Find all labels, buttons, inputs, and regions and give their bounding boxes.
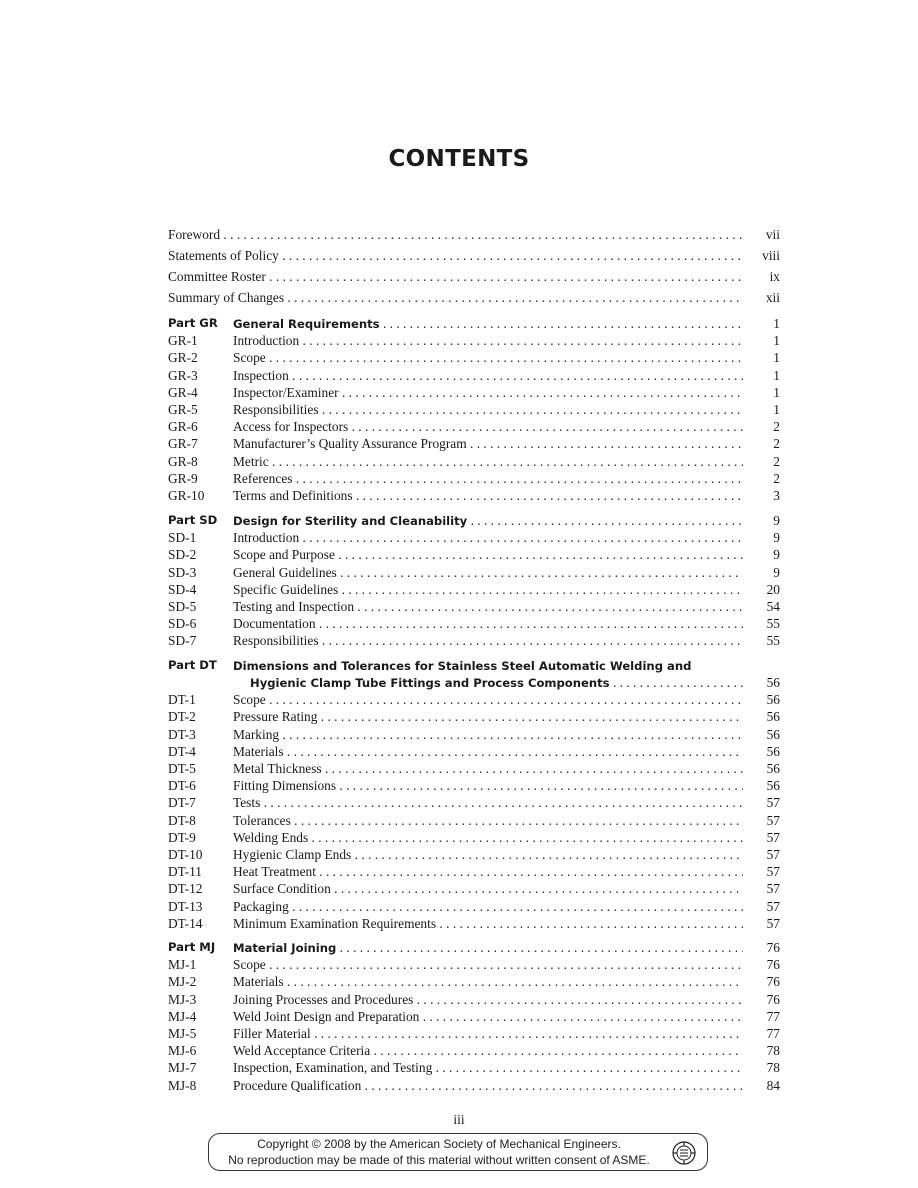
entry-title: Scope . . . [233, 691, 743, 708]
entry-page: 76 [766, 992, 780, 1007]
entry-page: 9 [773, 530, 780, 545]
toc-section-entry [168, 632, 780, 649]
entry-page: 56 [766, 761, 780, 776]
toc-section-entry [168, 1059, 780, 1076]
toc-part-heading [168, 657, 780, 674]
entry-title: Responsibilities . . . [233, 632, 743, 649]
toc-section-entry [168, 1008, 780, 1025]
entry-number: MJ-2 [168, 974, 197, 989]
entry-number: SD-2 [168, 547, 197, 562]
entry-page: ix [769, 269, 780, 284]
entry-page: 1 [773, 333, 780, 348]
entry-page: viii [762, 248, 780, 263]
entry-page: 76 [766, 940, 780, 955]
entry-page: 55 [766, 616, 780, 631]
entry-number: GR-8 [168, 454, 198, 469]
entry-title: Welding Ends . . . [233, 829, 743, 846]
toc-part-heading [168, 315, 780, 332]
entry-number: MJ-7 [168, 1060, 197, 1075]
entry-title: Procedure Qualification . . . [233, 1077, 743, 1094]
entry-title: Weld Acceptance Criteria . . . [233, 1042, 743, 1059]
entry-title: Documentation . . . [233, 615, 743, 632]
entry-number: DT-2 [168, 709, 196, 724]
entry-title: Inspection . . . [233, 367, 743, 384]
entry-number: DT-6 [168, 778, 196, 793]
entry-title: Inspector/Examiner . . . [233, 384, 743, 401]
entry-number: DT-8 [168, 813, 196, 828]
entry-number: GR-10 [168, 488, 205, 503]
toc-section-entry [168, 470, 780, 487]
entry-page: 57 [766, 830, 780, 845]
entry-number: GR-1 [168, 333, 198, 348]
copyright-line: Copyright © 2008 by the American Society of Mechanical Engineers. [257, 1137, 621, 1151]
entry-title: Inspection, Examination, and Testing . . . [233, 1059, 743, 1076]
entry-title: Pressure Rating . . . [233, 708, 743, 725]
entry-title: Hygienic Clamp Tube Fittings and Process Components . . . [250, 674, 743, 692]
entry-title: Specific Guidelines . . . [233, 581, 743, 598]
entry-page: vii [765, 227, 780, 242]
toc-section-entry [168, 1077, 780, 1094]
entry-number: SD-4 [168, 582, 197, 597]
toc-section-entry [168, 898, 780, 915]
entry-number: DT-10 [168, 847, 203, 862]
toc-section-entry [168, 915, 780, 932]
entry-page: 56 [766, 709, 780, 724]
entry-number: MJ-3 [168, 992, 197, 1007]
entry-number: DT-13 [168, 899, 203, 914]
toc-section-entry [168, 418, 780, 435]
toc-section-entry [168, 332, 780, 349]
entry-number: MJ-6 [168, 1043, 197, 1058]
entry-number: GR-9 [168, 471, 198, 486]
entry-number: Part DT [168, 658, 217, 672]
entry-number: Part SD [168, 513, 218, 527]
entry-number: GR-2 [168, 350, 198, 365]
toc-section-entry [168, 615, 780, 632]
entry-title: Introduction . . . [233, 529, 743, 546]
entry-title: Access for Inspectors . . . [233, 418, 743, 435]
toc-section-entry [168, 760, 780, 777]
entry-page: 56 [766, 727, 780, 742]
entry-number: DT-1 [168, 692, 196, 707]
entry-page: 1 [773, 402, 780, 417]
entry-title: Design for Sterility and Cleanability . . . [233, 512, 743, 530]
toc-section-entry [168, 401, 780, 418]
asme-seal-icon [671, 1140, 697, 1166]
toc-section-entry [168, 487, 780, 504]
entry-page: 76 [766, 974, 780, 989]
entry-page: 2 [773, 419, 780, 434]
entry-number: GR-7 [168, 436, 198, 451]
toc-section-entry [168, 367, 780, 384]
entry-title: Joining Processes and Procedures . . . [233, 991, 743, 1008]
toc-section-entry [168, 546, 780, 563]
toc-section-entry [168, 812, 780, 829]
entry-title: Fitting Dimensions . . . [233, 777, 743, 794]
entry-page: 78 [766, 1060, 780, 1075]
toc-section-entry [168, 726, 780, 743]
entry-title: Materials . . . [233, 743, 743, 760]
entry-page: 77 [766, 1026, 780, 1041]
entry-title: Dimensions and Tolerances for Stainless Steel Automatic Welding and [233, 659, 692, 673]
entry-number: DT-14 [168, 916, 203, 931]
entry-title: Marking . . . [233, 726, 743, 743]
toc-section-entry [168, 691, 780, 708]
entry-number: SD-5 [168, 599, 197, 614]
entry-title: Filler Material . . . [233, 1025, 743, 1042]
entry-number: SD-3 [168, 565, 197, 580]
toc-section-entry [168, 581, 780, 598]
entry-page: 1 [773, 316, 780, 331]
entry-page: 56 [766, 744, 780, 759]
entry-title: Manufacturer’s Quality Assurance Program . . . [233, 435, 743, 452]
copyright-notice [208, 1133, 708, 1171]
entry-number: DT-3 [168, 727, 196, 742]
entry-page: 55 [766, 633, 780, 648]
entry-number: Part GR [168, 316, 218, 330]
toc-section-entry [168, 777, 780, 794]
toc-section-entry [168, 743, 780, 760]
entry-title: Scope . . . [233, 349, 743, 366]
toc-section-entry [168, 846, 780, 863]
entry-title: Metal Thickness . . . [233, 760, 743, 777]
toc-section-entry [168, 880, 780, 897]
entry-title: Statements of Policy . . . [168, 247, 743, 264]
entry-number: SD-6 [168, 616, 197, 631]
toc-part-heading [168, 939, 780, 956]
entry-number: DT-9 [168, 830, 196, 845]
entry-title: Surface Condition . . . [233, 880, 743, 897]
toc-section-entry [168, 1025, 780, 1042]
toc-front-entry [168, 289, 780, 306]
entry-page: 56 [766, 692, 780, 707]
toc-section-entry [168, 829, 780, 846]
entry-title: Hygienic Clamp Ends . . . [233, 846, 743, 863]
entry-page: 1 [773, 350, 780, 365]
entry-number: DT-4 [168, 744, 196, 759]
toc-front-entry [168, 268, 780, 285]
toc-section-entry [168, 384, 780, 401]
entry-title: Summary of Changes . . . [168, 289, 743, 306]
toc-front-entry [168, 247, 780, 264]
entry-title: Weld Joint Design and Preparation . . . [233, 1008, 743, 1025]
toc-section-entry [168, 863, 780, 880]
entry-number: GR-6 [168, 419, 198, 434]
page-number: iii [453, 1112, 465, 1127]
entry-number: SD-7 [168, 633, 197, 648]
toc-section-entry [168, 991, 780, 1008]
entry-number: DT-7 [168, 795, 196, 810]
entry-page: 9 [773, 513, 780, 528]
entry-page: 2 [773, 436, 780, 451]
toc-section-entry [168, 564, 780, 581]
entry-page: 54 [766, 599, 780, 614]
entry-title: Responsibilities . . . [233, 401, 743, 418]
entry-page: 9 [773, 565, 780, 580]
entry-number: MJ-1 [168, 957, 197, 972]
entry-title: Minimum Examination Requirements . . . [233, 915, 743, 932]
entry-title: Scope . . . [233, 956, 743, 973]
entry-title: Metric . . . [233, 453, 743, 470]
entry-title: Testing and Inspection . . . [233, 598, 743, 615]
entry-page: 84 [766, 1078, 780, 1093]
entry-number: DT-11 [168, 864, 202, 879]
toc-section-entry [168, 453, 780, 470]
toc-section-entry [168, 973, 780, 990]
entry-page: xii [765, 290, 780, 305]
toc-section-entry [168, 794, 780, 811]
entry-page: 1 [773, 368, 780, 383]
entry-number: MJ-5 [168, 1026, 197, 1041]
entry-title: Terms and Definitions . . . [233, 487, 743, 504]
entry-page: 2 [773, 471, 780, 486]
entry-title: Heat Treatment . . . [233, 863, 743, 880]
entry-page: 56 [766, 778, 780, 793]
entry-page: 76 [766, 957, 780, 972]
entry-number: GR-4 [168, 385, 198, 400]
entry-number: MJ-4 [168, 1009, 197, 1024]
entry-page: 56 [766, 675, 780, 690]
toc-section-entry [168, 435, 780, 452]
entry-number: DT-5 [168, 761, 196, 776]
toc-section-entry [168, 1042, 780, 1059]
entry-page: 78 [766, 1043, 780, 1058]
toc-part-heading-cont [168, 674, 780, 691]
entry-number: GR-3 [168, 368, 198, 383]
entry-title: Introduction . . . [233, 332, 743, 349]
entry-page: 1 [773, 385, 780, 400]
entry-page: 57 [766, 916, 780, 931]
entry-page: 2 [773, 454, 780, 469]
entry-title: Scope and Purpose . . . [233, 546, 743, 563]
entry-title: Foreword . . . [168, 226, 743, 243]
toc-section-entry [168, 708, 780, 725]
entry-page: 57 [766, 813, 780, 828]
entry-number: MJ-8 [168, 1078, 197, 1093]
toc-part-heading [168, 512, 780, 529]
entry-number: SD-1 [168, 530, 197, 545]
entry-title: References . . . [233, 470, 743, 487]
entry-title: Committee Roster . . . [168, 268, 743, 285]
entry-page: 77 [766, 1009, 780, 1024]
entry-title: Materials . . . [233, 973, 743, 990]
entry-title: General Guidelines . . . [233, 564, 743, 581]
entry-page: 57 [766, 899, 780, 914]
entry-page: 9 [773, 547, 780, 562]
entry-page: 57 [766, 847, 780, 862]
toc-section-entry [168, 956, 780, 973]
entry-title: Tolerances . . . [233, 812, 743, 829]
toc-section-entry [168, 349, 780, 366]
toc-front-entry [168, 226, 780, 243]
entry-number: GR-5 [168, 402, 198, 417]
toc-section-entry [168, 598, 780, 615]
toc-section-entry [168, 529, 780, 546]
entry-title: Material Joining . . . [233, 939, 743, 957]
page-title: CONTENTS [388, 146, 530, 172]
entry-number: DT-12 [168, 881, 203, 896]
entry-page: 20 [766, 582, 780, 597]
entry-page: 57 [766, 864, 780, 879]
entry-page: 57 [766, 795, 780, 810]
entry-title: Tests . . . [233, 794, 743, 811]
entry-title: General Requirements . . . [233, 315, 743, 333]
reproduction-notice: No reproduction may be made of this material without written consent of ASME. [228, 1153, 650, 1167]
entry-page: 57 [766, 881, 780, 896]
entry-number: Part MJ [168, 940, 216, 954]
entry-page: 3 [773, 488, 780, 503]
entry-title: Packaging . . . [233, 898, 743, 915]
